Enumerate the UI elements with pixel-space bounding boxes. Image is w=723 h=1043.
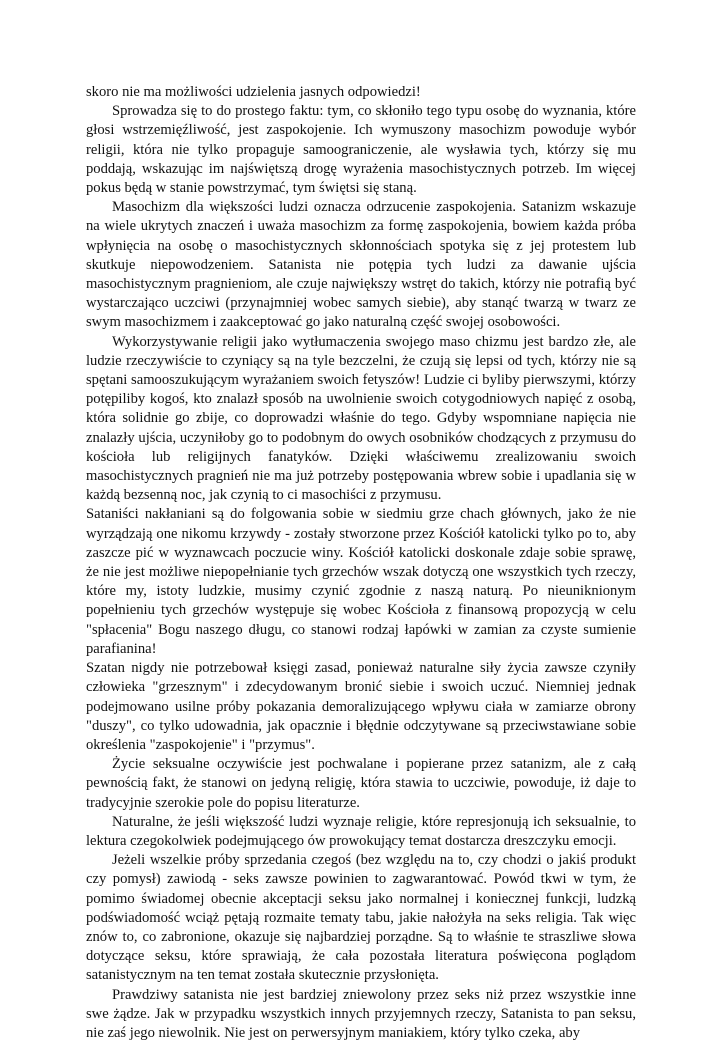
paragraph-10: Prawdziwy satanista nie jest bardziej zniewolony przez seks niż przez wszystkie inne swe żądze. Jak w przypadku wszystkich innych przyjemnych rzeczy, Satanista to pan seksu, nie zaś jego niewolnik. Nie jest on perwersyjnym maniakiem, który tylko czeka, aby bbox=[86, 986, 636, 1041]
paragraph-4: Wykorzystywanie religii jako wytłumaczenia swojego maso chizmu jest bardzo złe, ale ludzie rzeczywiście to czyniący są na tyle bezczelni, że czują się lepsi od tych, którzy nie są spętani samooszukującym wyrażaniem swoich fetyszów! Ludzie ci byliby pierwszymi, którzy potępiliby kogoś, kto znalazł sposób na uwolnienie swoich cotygodniowych napięć z osobą, która solidnie go zbije, co doprowadzi właśnie do tego. Gdyby wspomniane napięcia nie znalazły ujścia, uczyniłoby go to podobnym do owych osobników chodzących z przymusu do kościoła lub religijnych fanatyków. Dzięki właściwemu zrealizowaniu swoich masochistycznych pragnień nie ma już potrzeby postępowania wbrew sobie i upadlania się w każdą bezsenną noc, jak czynią to ci masochiści z przymusu. bbox=[86, 333, 636, 504]
paragraph-1: skoro nie ma możliwości udzielenia jasnych odpowiedzi! bbox=[86, 84, 421, 100]
paragraph-8: Naturalne, że jeśli większość ludzi wyznaje religie, które represjonują ich seksualnie, to lektura czegokolwiek podejmującego ów prowokujący temat dostarcza dreszczyku emocji. bbox=[86, 813, 636, 849]
document-page bbox=[86, 83, 636, 1043]
paragraph-7: Życie seksualne oczywiście jest pochwalane i popierane przez satanizm, ale z całą pewnością fakt, że stanowi on jedyną religię, która stawia to uczciwie, powoduje, iż daje to tradycyjnie szerokie pole do popisu literaturze. bbox=[86, 756, 636, 811]
paragraph-6: Szatan nigdy nie potrzebował księgi zasad, ponieważ naturalne siły życia zawsze czyniły człowieka "grzesznym" i zdecydowanym bronić siebie i swoich uczuć. Niemniej jednak podejmowano usilne próby pokazania demoralizującego wpływu ciała w zamiarze obrony "duszy", co tylko udowadnia, jak opacznie i błędnie odczytywane są przeciwstawiane sobie określenia "zaspokojenie" i "przymus". bbox=[86, 660, 636, 753]
paragraph-3: Masochizm dla większości ludzi oznacza odrzucenie zaspokojenia. Satanizm wskazuje na wiele ukrytych znaczeń i uważa masochizm za formę zaspokojenia, bowiem każda próba wpłynięcia na osobę o masochistycznych skłonnościach spotyka się z jej protestem lub skutkuje niepowodzeniem. Satanista nie potępia tych ludzi za dawanie ujścia masochistycznym pragnieniom, ale czuje największy wstręt do takich, którzy nie potrafią być wystarczająco uczciwi (przynajmniej wobec samych siebie), aby stanąć twarzą w twarz ze swym masochizmem i zaakceptować go jako naturalną część swojej osobowości. bbox=[86, 199, 636, 331]
paragraph-9: Jeżeli wszelkie próby sprzedania czegoś (bez względu na to, czy chodzi o jakiś produkt czy pomysł) zawiodą - seks zawsze powinien to zagwarantować. Powód tkwi w tym, że pomimo świadomej obecnie akceptacji seksu jako normalnej i koniecznej funkcji, ludzką podświadomość wciąż pętają rozmaite tematy tabu, jakie nałożyła na seks religia. Tak więc znów to, co zabronione, okazuje się najbardziej porządne. Są to właśnie te straszliwe słowa dotyczące seksu, które sprawiają, że cała pozostała literatura poświęcona poglądom satanistycznym na ten temat została skutecznie przysłonięta. bbox=[86, 852, 636, 984]
paragraph-2: Sprowadza się to do prostego faktu: tym, co skłoniło tego typu osobę do wyznania, które głosi wstrzemięźliwość, jest zaspokojenie. Ich wymuszony masochizm powoduje wybór religii, która nie tylko propaguje samoograniczenie, ale wysławia tych, którzy się mu poddają, wskazując im najświętszą drogę wyrażenia masochistycznych potrzeb. Im więcej pokus będą w stanie powstrzymać, tym świętsi się staną. bbox=[86, 103, 636, 197]
paragraph-5: Sataniści nakłaniani są do folgowania sobie w siedmiu grze chach głównych, jako że nie wyrządzają one nikomu krzywdy - zostały stworzone przez Kościół katolicki tylko po to, aby zaszcze pić w wyznawcach poczucie winy. Kościół katolicki doskonale zdaje sobie sprawę, że nie jest możliwe niepopełnianie tych grzechów wszak dotyczą one wszystkich tych rzeczy, które my, istoty ludzkie, musimy czynić zgodnie z naszą naturą. Po nieuniknionym popełnieniu tych grzechów występuje się wobec Kościoła z finansową propozycją w celu "spłacenia" Bogu naszego długu, co stanowi rodzaj łapówki w zamian za czyste sumienie parafianina! bbox=[86, 506, 636, 657]
